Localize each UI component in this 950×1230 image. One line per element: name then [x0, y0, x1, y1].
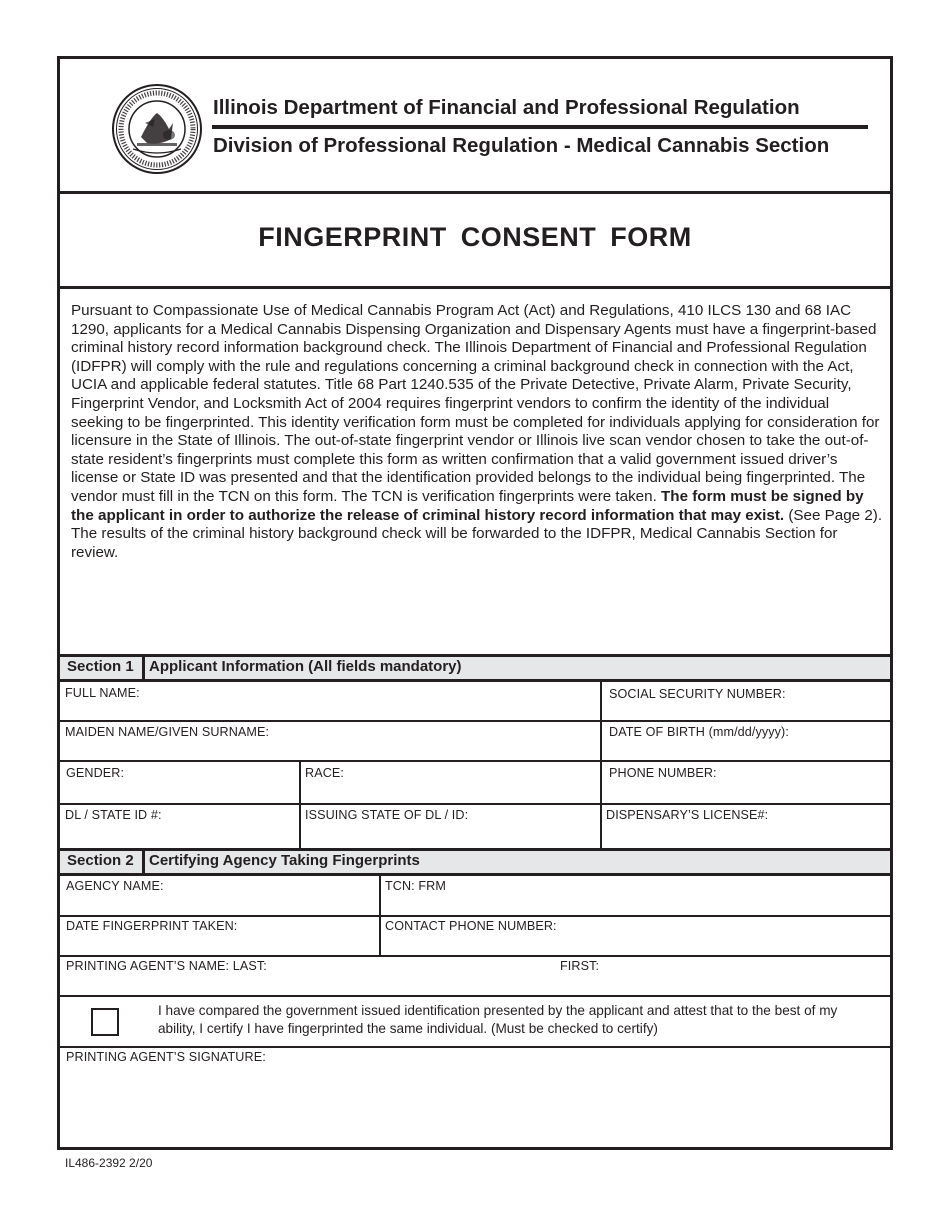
agent-first-name-field[interactable] [560, 956, 890, 995]
page-title: FINGERPRINT CONSENT FORM [258, 222, 692, 252]
gender-field[interactable] [60, 761, 299, 803]
org-name: Illinois Department of Financial and Professional Regulation [213, 96, 800, 119]
form-number: IL486-2392 2/20 [65, 1156, 153, 1170]
ssn-label: SOCIAL SECURITY NUMBER: [609, 687, 786, 701]
state-seal-icon [111, 83, 203, 175]
certification-statement: I have compared the government issued identification presented by the applicant and attest that to the best of my ability, I certify I have fingerprinted the same individual. (Must be checked to certify) [158, 1003, 838, 1036]
consent-notice: The form must be signed by the applicant in order to authorize the release of criminal history record information that may exist. [71, 487, 864, 524]
tcn-field[interactable] [380, 876, 890, 915]
agency-name-field[interactable] [60, 876, 379, 915]
race-field[interactable] [300, 761, 600, 803]
agent-last-name-field[interactable] [60, 956, 560, 995]
date-taken-label: DATE FINGERPRINT TAKEN: [66, 919, 238, 933]
race-label: RACE: [305, 766, 344, 780]
section-1-header [60, 654, 890, 682]
intro-paragraph: Pursuant to Compassionate Use of Medical Cannabis Program Act (Act) and Regulations, 410 ILCS 130 and 68 IAC 1290, applicants for a Medical Cannabis Dispensing Organization and Dispensary Agents must have a fingerprint-based criminal history record information background check. The Illinois Department of Financial and Professional Regulation (IDFPR) will comply with the rule and regulations concerning a criminal background check in connection with the Act, UCIA and applicable federal statutes. Title 68 Part 1240.535 of the Private Detective, Private Alarm, Private Security, Fingerprint Vendor, and Locksmith Act of 2004 requires fingerprint vendors to confirm the identity of the individual seeking to be fingerprinted. This identity verification form must be completed for individuals applying for consideration for licensure in the State of Illinois. The out-of-state fingerprint vendor or Illinois live scan vendor chosen to take the out-of-state resident’s fingerprints must complete this form as written confirmation that a valid government issued driver’s license or State ID was presented and that the identification provided belongs to the individual being fingerprinted. The vendor must fill in the TCN on this form. The TCN is verification fingerprints were taken. The form must be signed by the applicant in order to authorize the release of criminal history record information that may exist. (See Page 2). The results of the criminal history background check will be forwarded to the IDFPR, Medical Cannabis Section for review. [71, 302, 883, 561]
section-title: Certifying Agency Taking Fingerprints [149, 852, 420, 869]
issuing-state-label: ISSUING STATE OF DL / ID: [305, 808, 469, 822]
section-number: Section 2 [67, 852, 134, 869]
dispensary-license-label: DISPENSARY’S LICENSE#: [606, 808, 769, 822]
phone-label: PHONE NUMBER: [609, 766, 717, 780]
maiden-name-label: MAIDEN NAME/GIVEN SURNAME: [65, 725, 270, 739]
dob-field[interactable] [601, 721, 890, 760]
gender-label: GENDER: [66, 766, 125, 780]
agent-last-name-label: PRINTING AGENT’S NAME: LAST: [66, 959, 267, 973]
dispensary-license-field[interactable] [601, 804, 890, 848]
dob-label: DATE OF BIRTH (mm/dd/yyyy): [609, 725, 789, 739]
division-name: Division of Professional Regulation - Medical Cannabis Section [213, 134, 830, 157]
phone-field[interactable] [601, 761, 890, 803]
full-name-field[interactable] [60, 682, 600, 720]
section-title: Applicant Information (All fields mandatory) [149, 658, 462, 675]
dl-id-label: DL / STATE ID #: [65, 808, 162, 822]
ssn-field[interactable] [601, 682, 890, 720]
section-number: Section 1 [67, 658, 134, 675]
date-taken-field[interactable] [60, 916, 379, 955]
tcn-label: TCN: FRM [385, 879, 446, 893]
maiden-name-field[interactable] [60, 721, 600, 760]
contact-phone-label: CONTACT PHONE NUMBER: [385, 919, 557, 933]
agent-first-name-label: FIRST: [560, 959, 600, 973]
divider [60, 191, 890, 194]
section-2-header [60, 848, 890, 876]
certify-checkbox[interactable] [91, 1008, 119, 1036]
divider [60, 286, 890, 289]
header-rule [212, 125, 868, 129]
full-name-label: FULL NAME: [65, 686, 140, 700]
agent-signature-field[interactable] [60, 1047, 890, 1147]
agent-signature-label: PRINTING AGENT’S SIGNATURE: [66, 1050, 266, 1064]
issuing-state-field[interactable] [300, 804, 600, 848]
dl-id-field[interactable] [60, 804, 299, 848]
form-frame [57, 56, 893, 1150]
contact-phone-field[interactable] [380, 916, 890, 955]
agency-name-label: AGENCY NAME: [66, 879, 164, 893]
